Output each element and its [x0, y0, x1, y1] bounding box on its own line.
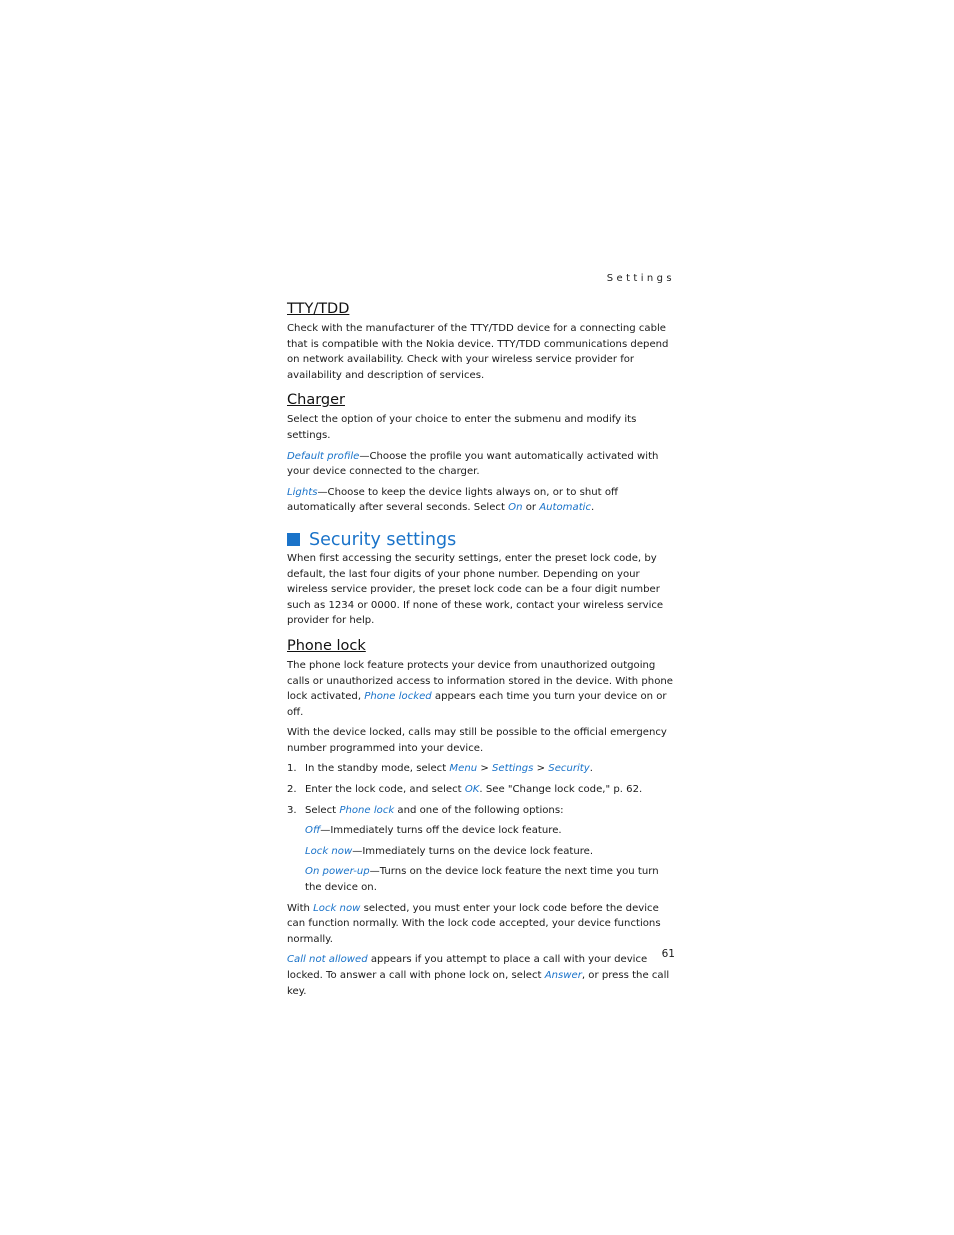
ok-link[interactable]: OK	[464, 784, 480, 796]
menu-link[interactable]: Menu	[449, 763, 478, 775]
phone-lock-link[interactable]: Phone lock	[339, 804, 395, 816]
lights-link[interactable]: Lights	[287, 486, 318, 498]
default-profile-text: —Choose the profile you want automatically activated with your device connected to the charger.	[287, 450, 659, 478]
phone-lock-p1	[287, 658, 675, 720]
page-number: 61	[661, 948, 675, 960]
step-2-tail: . See "Change lock code," p. 62.	[479, 784, 643, 796]
lock-now-ref-link[interactable]: Lock now	[313, 902, 361, 914]
step-3-number: 3.	[287, 804, 297, 816]
security-heading	[287, 529, 675, 551]
charger-default-profile	[287, 449, 675, 480]
phone-lock-p3	[287, 901, 675, 948]
default-profile-link[interactable]: Default profile	[287, 450, 360, 462]
tty-heading: TTY/TDD	[287, 301, 350, 317]
phone-lock-p4	[287, 952, 675, 999]
running-head: Settings	[606, 273, 675, 284]
off-link[interactable]: Off	[305, 825, 321, 837]
tty-body: Check with the manufacturer of the TTY/TDD device for a connecting cable that is compatible with the Nokia device. TTY/TDD communications depend on network availability. Check with your wireless service provider for availability and description of services.	[287, 323, 669, 381]
section-square-icon	[287, 533, 300, 546]
security-heading-text: Security settings	[309, 529, 457, 550]
on-link[interactable]: On	[508, 502, 523, 514]
phone-lock-p2: With the device locked, calls may still be possible to the official emergency number programmed into your device.	[287, 727, 667, 754]
step-2-number: 2.	[287, 784, 297, 796]
p4-end: , or press the call key.	[287, 970, 670, 997]
security-link[interactable]: Security	[548, 763, 590, 775]
step-1	[287, 761, 675, 777]
separator: >	[477, 763, 492, 775]
call-not-allowed-link[interactable]: Call not allowed	[287, 954, 368, 966]
lock-now-link[interactable]: Lock now	[305, 845, 353, 857]
lock-now-text: —Immediately turns on the device lock feature.	[352, 845, 594, 857]
or-text: or	[522, 502, 540, 514]
step-2-text: Enter the lock code, and select	[305, 784, 465, 796]
separator: >	[533, 763, 549, 775]
p3-start: With	[287, 902, 314, 914]
step-3	[287, 803, 675, 819]
p1-tail: appears each time you turn your device on or off.	[287, 691, 667, 718]
step-3-tail: and one of the following options:	[394, 804, 564, 816]
p3-end: selected, you must enter your lock code before the device can function normally. With the lock code accepted, your device functions normally.	[287, 902, 661, 945]
phone-locked-link[interactable]: Phone locked	[364, 691, 432, 703]
on-power-up-link[interactable]: On power-up	[305, 866, 370, 878]
option-off	[287, 823, 675, 839]
off-text: —Immediately turns off the device lock feature.	[320, 825, 562, 837]
step-1-number: 1.	[287, 763, 297, 775]
charger-heading: Charger	[287, 392, 345, 409]
phone-lock-heading: Phone lock	[287, 637, 366, 654]
period-text: .	[591, 502, 595, 514]
p4-middle: appears if you attempt to place a call with your device locked. To answer a call with phone lock on, select	[287, 954, 648, 981]
step-3-text: Select	[305, 804, 340, 816]
step-1-end: .	[589, 763, 593, 775]
on-power-up-text: —Turns on the device lock feature the next time you turn the device on.	[305, 866, 659, 894]
security-body: When first accessing the security settings, enter the preset lock code, by default, the last four digits of your phone number. Depending on your wireless service provider, the preset lock code can be a four digit number such as 1234 or 0000. If none of these work, contact your wireless service provider for help.	[287, 552, 664, 627]
answer-link[interactable]: Answer	[544, 970, 582, 981]
option-lock-now	[287, 844, 675, 860]
step-1-text: In the standby mode, select	[305, 763, 450, 775]
steps-list	[287, 761, 675, 818]
settings-link[interactable]: Settings	[492, 763, 534, 775]
option-on-power-up	[287, 864, 675, 895]
p1-text: The phone lock feature protects your device from unauthorized outgoing calls or unauthorized access to information stored in the device. With phone lock activated,	[287, 659, 673, 703]
lights-text: —Choose to keep the device lights always on, or to shut off automatically after several seconds. Select	[287, 486, 618, 514]
step-2	[287, 782, 675, 798]
charger-lights	[287, 485, 675, 516]
charger-intro: Select the option of your choice to enter the submenu and modify its settings.	[287, 414, 637, 441]
automatic-link[interactable]: Automatic	[539, 502, 591, 514]
page-content	[287, 300, 675, 999]
